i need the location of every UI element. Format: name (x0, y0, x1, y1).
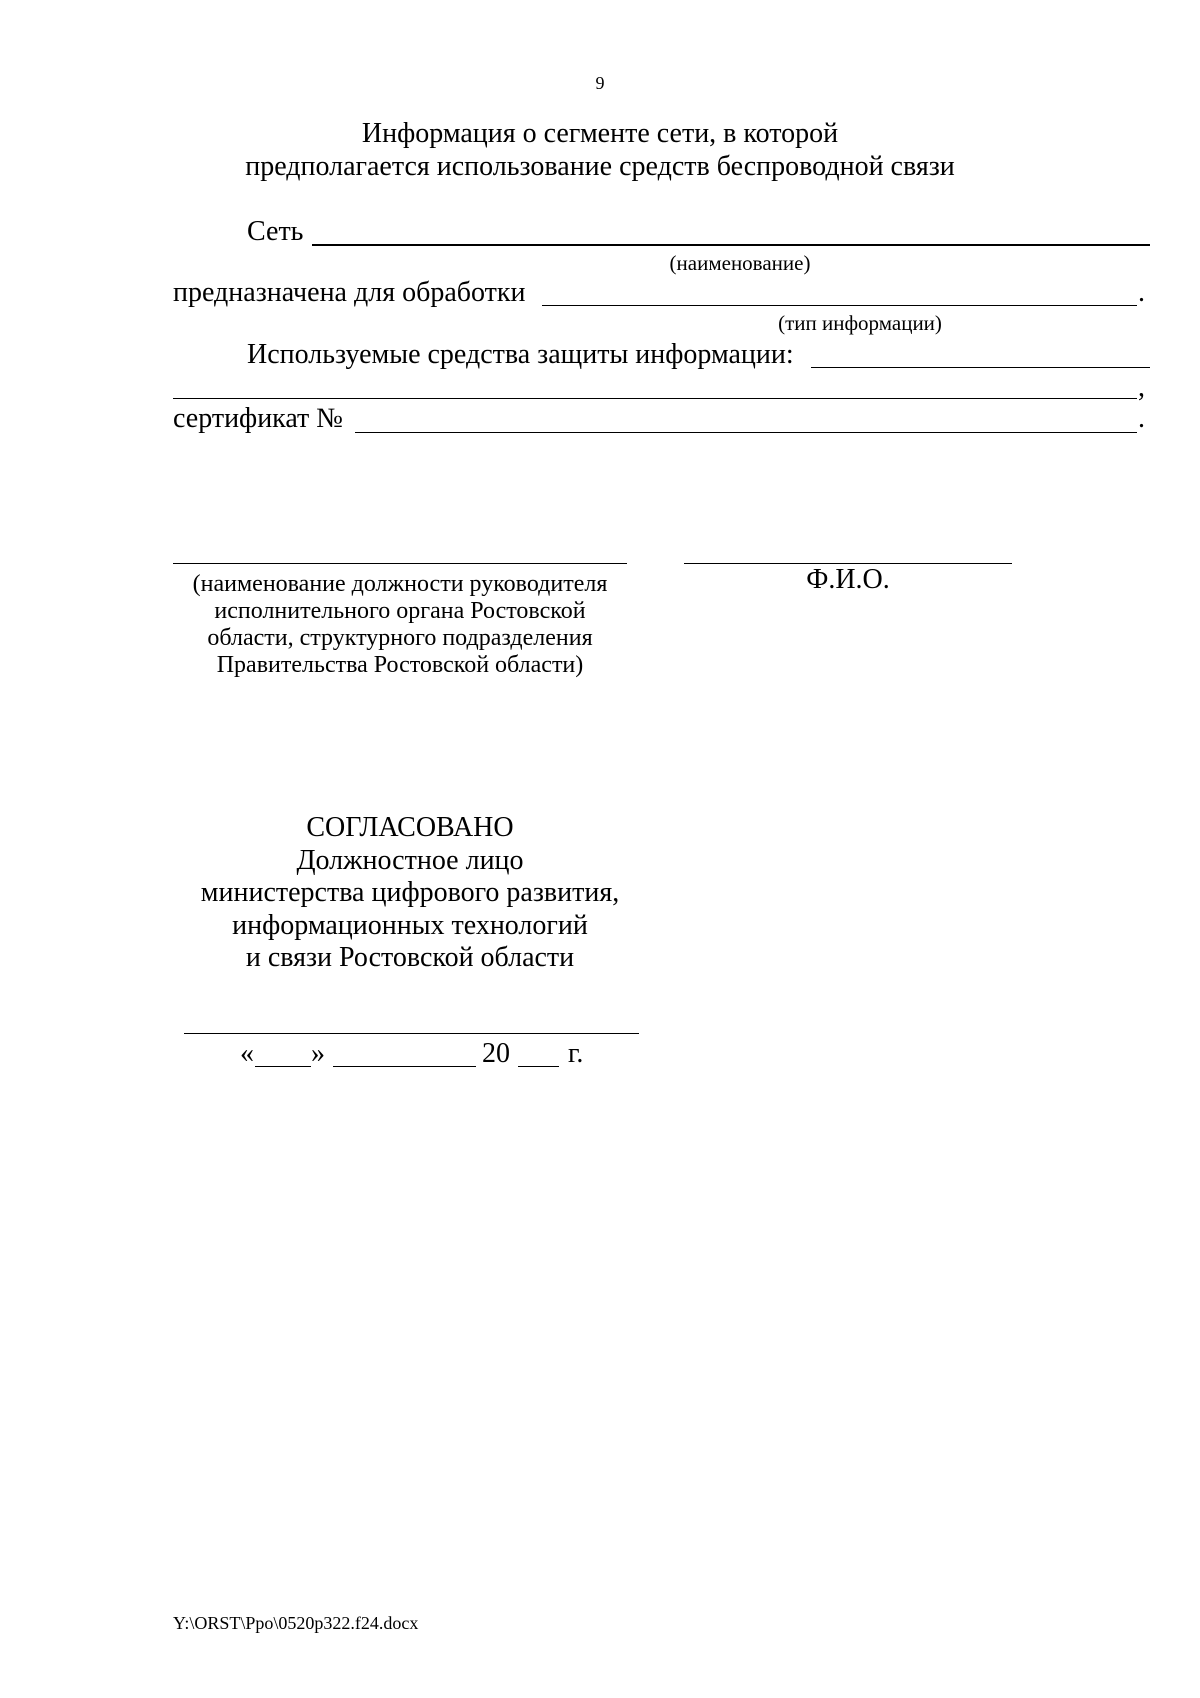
position-caption-line-3: области, структурного подразделения (207, 625, 593, 651)
purpose-label: предназначена для обработки (173, 277, 526, 308)
information-type-caption: (тип информации) (778, 311, 942, 335)
position-caption-line-4: Правительства Ростовской области) (216, 652, 584, 678)
certificate-number-blank (355, 432, 1137, 433)
date-year-suffix: г. (568, 1038, 584, 1069)
page-number: 9 (595, 73, 605, 93)
protection-blank-1 (811, 367, 1150, 368)
document-title-line-2: предполагается использование средств беспроводной связи (245, 151, 955, 182)
date-year-prefix: 20 (482, 1038, 510, 1069)
date-month-blank (333, 1066, 476, 1067)
position-caption-line-1: (наименование должности руководителя (192, 571, 608, 597)
approval-line-3: информационных технологий (232, 910, 588, 941)
purpose-period: . (1138, 277, 1145, 308)
approval-signature-line (184, 1033, 639, 1034)
approval-line-2: министерства цифрового развития, (200, 877, 620, 908)
approval-heading: СОГЛАСОВАНО (306, 812, 514, 843)
position-signature-line (173, 563, 627, 564)
date-open-quote: « (240, 1038, 254, 1069)
network-name-caption: (наименование) (669, 251, 811, 275)
protection-label: Используемые средства защиты информации: (247, 339, 794, 370)
date-year-blank (518, 1066, 559, 1067)
approval-line-4: и связи Ростовской области (245, 942, 575, 973)
date-close-quote: » (311, 1038, 325, 1069)
network-label: Сеть (247, 216, 304, 247)
protection-blank-2 (173, 398, 1137, 399)
protection-comma: , (1138, 372, 1145, 403)
position-caption-line-2: исполнительного органа Ростовской (214, 598, 586, 624)
network-name-blank (312, 244, 1150, 246)
date-day-blank (255, 1066, 311, 1067)
footer-file-path: Y:\ORST\Ppo\0520p322.f24.docx (173, 1613, 419, 1633)
information-type-blank (542, 305, 1137, 306)
document-title-line-1: Информация о сегменте сети, в которой (361, 118, 839, 149)
certificate-period: . (1138, 403, 1145, 434)
approval-line-1: Должностное лицо (296, 845, 524, 876)
full-name-caption: Ф.И.О. (806, 564, 890, 595)
certificate-label: сертификат № (173, 403, 344, 434)
